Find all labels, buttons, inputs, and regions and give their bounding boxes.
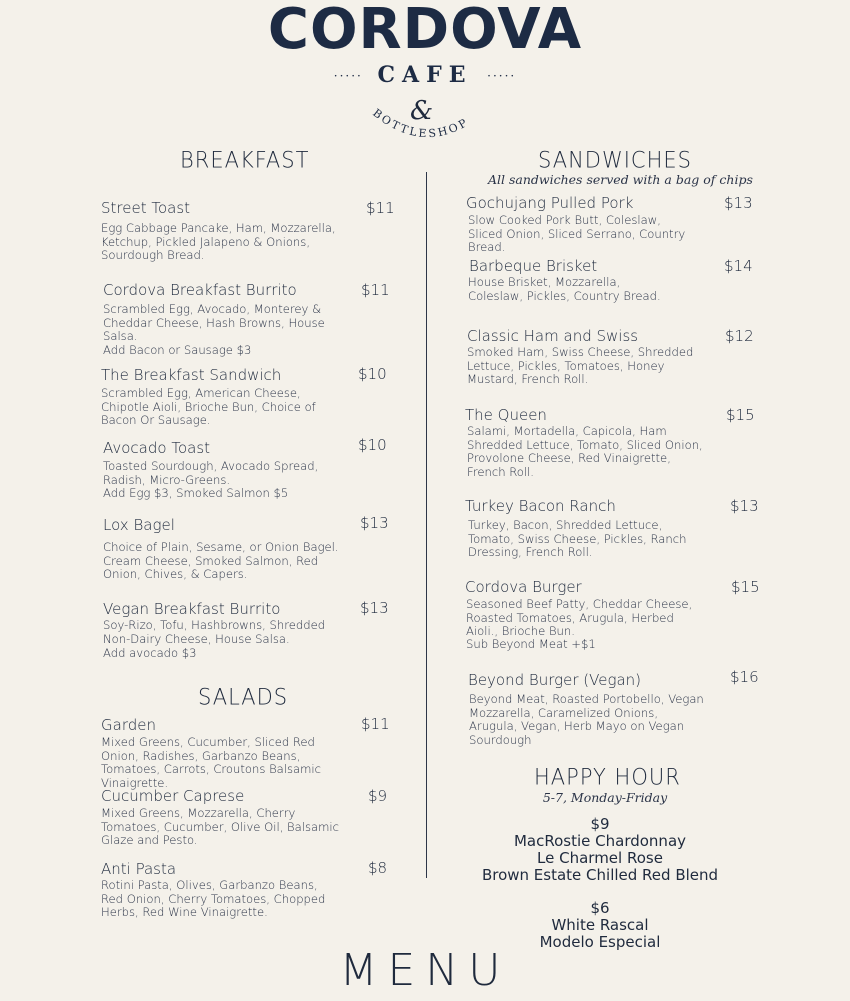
menu-item-price: $12 <box>725 327 754 345</box>
menu-item-price: $10 <box>358 436 387 454</box>
menu-item-description: Scrambled Egg, American Cheese, Chipotle Aioli, Brioche Bun, Choice of Bacon Or Sausage. <box>101 386 316 428</box>
menu-item-price: $13 <box>360 599 389 617</box>
menu-item-name: Garden <box>101 716 156 734</box>
happy-hour-price: $9 <box>590 815 610 833</box>
menu-item-description: Beyond Meat, Roasted Portobello, Vegan Mozzarella, Caramelized Onions, Arugula, Vegan, Herb Mayo on Vegan Sourdough <box>469 692 704 747</box>
bottleshop-text: BOTTLESHOP <box>370 106 472 141</box>
menu-item-addon: Sub Beyond Meat +$1 <box>466 637 596 651</box>
menu-item-name: Cucumber Caprese <box>101 787 245 805</box>
happy-hour-drink: Brown Estate Chilled Red Blend <box>481 866 719 884</box>
menu-item-name: Lox Bagel <box>103 516 175 534</box>
bottleshop-arc-logo <box>360 100 500 160</box>
sandwiches-title: SANDWICHES <box>538 147 692 173</box>
menu-item-price: $15 <box>726 406 755 424</box>
menu-item-description: Turkey, Bacon, Shredded Lettuce, Tomato, Swiss Cheese, Pickles, Ranch Dressing, French Roll. <box>468 518 687 560</box>
menu-item-name: Cordova Breakfast Burrito <box>103 281 297 299</box>
brand-cafe-row <box>0 62 850 88</box>
menu-item-price: $8 <box>368 859 388 877</box>
happy-hour-subtitle: 5-7, Monday-Friday <box>542 790 668 805</box>
menu-item-price: $14 <box>724 257 753 275</box>
svg-text:BOTTLESHOP <box>370 106 471 140</box>
menu-item-price: $9 <box>368 787 388 805</box>
menu-item-name: Barbeque Brisket <box>469 257 598 275</box>
salads-title: SALADS <box>198 684 289 710</box>
menu-item-price: $13 <box>724 194 753 212</box>
menu-item-description: Choice of Plain, Sesame, or Onion Bagel. Cream Cheese, Smoked Salmon, Red Onion, Chives, & Capers. <box>103 540 339 582</box>
dots-right: ····· <box>487 69 517 83</box>
menu-item-name: The Breakfast Sandwich <box>101 366 282 384</box>
menu-item-description: Smoked Ham, Swiss Cheese, Shredded Lettuce, Pickles, Tomatoes, Honey Mustard, French Roll. <box>467 345 694 387</box>
menu-item-description: Seasoned Beef Patty, Cheddar Cheese, Roasted Tomatoes, Arugula, Herbed Aioli., Brioche Bun. <box>466 597 693 639</box>
menu-item-description: Scrambled Egg, Avocado, Monterey & Cheddar Cheese, Hash Browns, House Salsa. <box>103 302 325 344</box>
happy-hour-drink: Modelo Especial <box>539 933 661 951</box>
happy-hour-price: $6 <box>590 899 610 917</box>
menu-item-name: Street Toast <box>101 199 191 217</box>
menu-item-description: Soy-Rizo, Tofu, Hashbrowns, Shredded Non-Dairy Cheese, House Salsa. <box>103 618 326 646</box>
happy-hour-drink: Le Charmel Rose <box>537 849 663 867</box>
happy-hour-drink: White Rascal <box>551 916 649 934</box>
menu-item-description: Slow Cooked Pork Butt, Coleslaw, Sliced Onion, Sliced Serrano, Country Bread. <box>468 213 686 255</box>
menu-item-description: Mixed Greens, Mozzarella, Cherry Tomatoes, Cucumber, Olive Oil, Balsamic Glaze and Pesto. <box>101 806 340 848</box>
menu-item-name: Avocado Toast <box>103 439 211 457</box>
menu-item-description: Toasted Sourdough, Avocado Spread, Radish, Micro-Greens. <box>103 459 319 487</box>
menu-item-name: Classic Ham and Swiss <box>467 327 639 345</box>
menu-item-price: $11 <box>361 715 390 733</box>
menu-item-addon: Add Bacon or Sausage $3 <box>103 343 252 357</box>
menu-item-addon: Add avocado $3 <box>103 646 197 660</box>
menu-item-price: $15 <box>731 578 760 596</box>
menu-item-price: $16 <box>730 668 759 686</box>
menu-item-description: Egg Cabbage Pancake, Ham, Mozzarella, Ketchup, Pickled Jalapeno & Onions, Sourdough Bread. <box>101 221 336 263</box>
menu-footer-word: MENU <box>339 945 511 996</box>
menu-item-description: Mixed Greens, Cucumber, Sliced Red Onion, Radishes, Garbanzo Beans, Tomatoes, Carrots, Croutons Balsamic Vinaigrette. <box>101 735 322 790</box>
menu-item-addon: Add Egg $3, Smoked Salmon $5 <box>103 486 289 500</box>
menu-item-price: $11 <box>361 281 390 299</box>
column-divider <box>426 172 427 878</box>
brand-ampersand: & <box>410 96 434 126</box>
brand-name: CORDOVA <box>267 0 583 62</box>
brand-cafe: CAFE <box>377 62 473 88</box>
menu-item-name: Gochujang Pulled Pork <box>466 194 634 212</box>
menu-item-description: House Brisket, Mozzarella, Coleslaw, Pickles, Country Bread. <box>468 275 661 303</box>
menu-item-price: $13 <box>730 497 759 515</box>
menu-item-name: Anti Pasta <box>101 860 177 878</box>
menu-item-name: Vegan Breakfast Burrito <box>103 600 281 618</box>
menu-item-name: Cordova Burger <box>465 578 582 596</box>
menu-item-name: Turkey Bacon Ranch <box>465 497 616 515</box>
dots-left: ····· <box>333 69 363 83</box>
menu-item-description: Rotini Pasta, Olives, Garbanzo Beans, Red Onion, Cherry Tomatoes, Chopped Herbs, Red Wine Vinaigrette. <box>101 878 326 920</box>
menu-item-name: The Queen <box>465 406 547 424</box>
menu-item-price: $13 <box>360 514 389 532</box>
menu-item-name: Beyond Burger (Vegan) <box>468 671 642 689</box>
breakfast-title: BREAKFAST <box>180 147 310 173</box>
menu-item-description: Salami, Mortadella, Capicola, Ham Shredded Lettuce, Tomato, Sliced Onion, Provolone Cheese, Red Vinaigrette, French Roll. <box>467 424 703 479</box>
menu-item-price: $11 <box>366 199 395 217</box>
sandwiches-subtitle: All sandwiches served with a bag of chips <box>488 172 753 187</box>
happy-hour-title: HAPPY HOUR <box>534 764 681 790</box>
happy-hour-drink: MacRostie Chardonnay <box>513 832 687 850</box>
menu-item-price: $10 <box>358 365 387 383</box>
